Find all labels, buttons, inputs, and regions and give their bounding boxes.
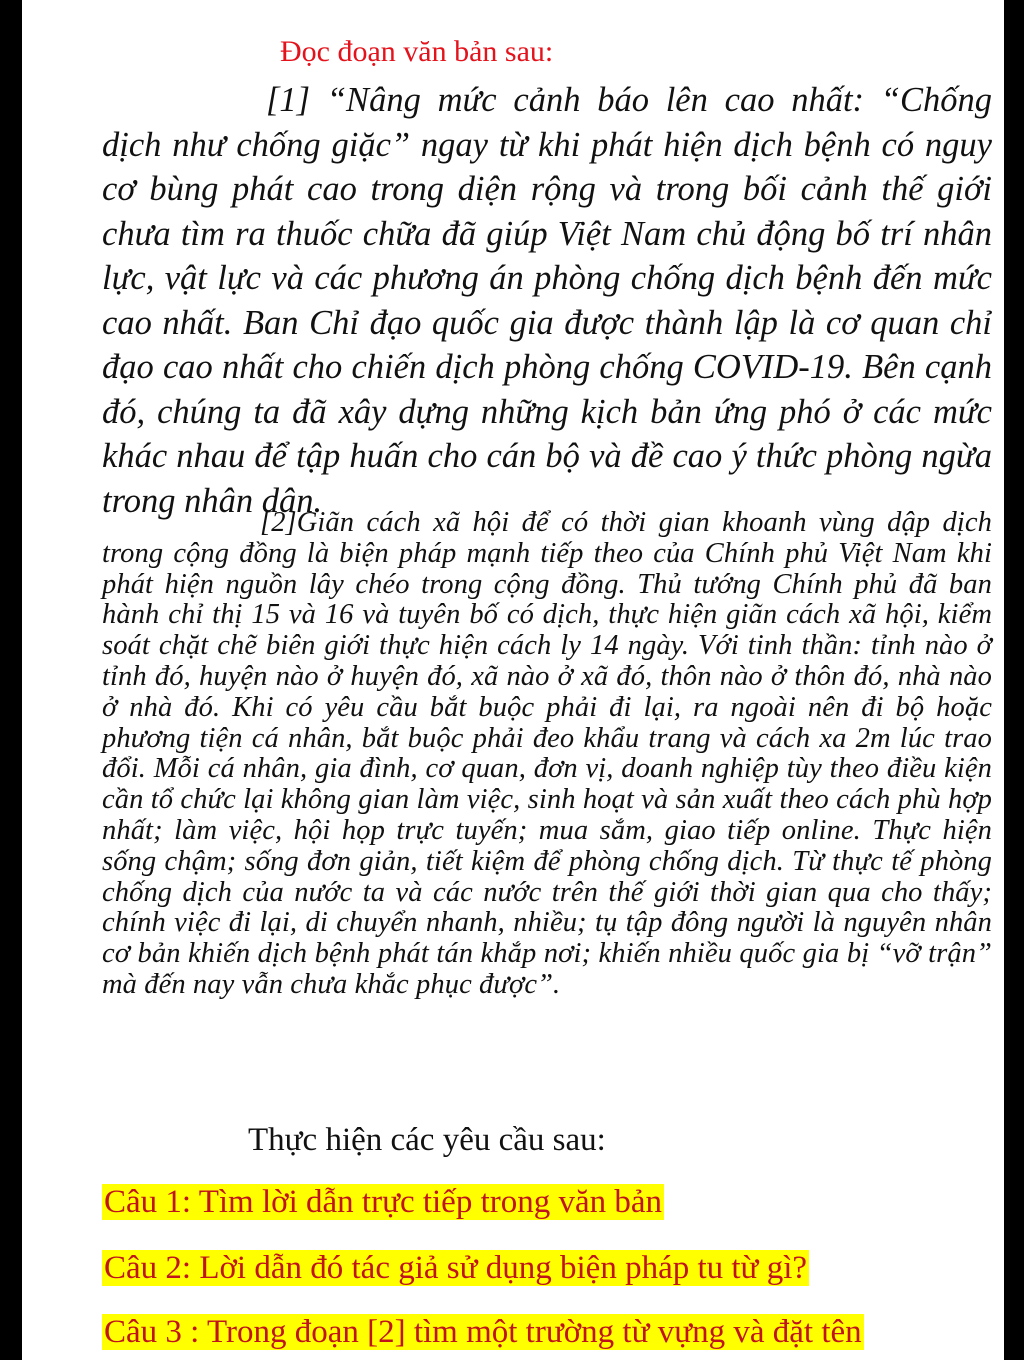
question-3 xyxy=(102,1310,864,1354)
question-2 xyxy=(102,1246,809,1290)
question-1-text: Câu 1: Tìm lời dẫn trực tiếp trong văn bản xyxy=(104,1184,663,1220)
question-1 xyxy=(102,1180,664,1224)
task-heading: Thực hiện các yêu cầu sau: xyxy=(248,1122,606,1158)
question-2-text: Câu 2: Lời dẫn đó tác giả sử dụng biện pháp tu từ gì? xyxy=(104,1250,808,1286)
document-heading: Đọc đoạn văn bản sau: xyxy=(280,35,554,68)
document-page xyxy=(22,0,1004,1360)
passage-paragraph-2: [2]Giãn cách xã hội để có thời gian khoanh vùng dập dịch trong cộng đồng là biện pháp mạnh tiếp theo của Chính phủ Việt Nam khi phát hiện nguồn lây chéo trong cộng đồng. Thủ tướng Chính phủ đã ban hành chỉ thị 15 và 16 và tuyên bố có dịch, thực hiện giãn cách xã hội, kiểm soát chặt chẽ biên giới thực hiện cách ly 14 ngày. Với tinh thần: tỉnh nào ở tỉnh đó, huyện nào ở huyện đó, xã nào ở xã đó, thôn nào ở thôn đó, nhà nào ở nhà đó. Khi có yêu cầu bắt buộc phải đi lại, ra ngoài nên đi bộ hoặc phương tiện cá nhân, bắt buộc phải đeo khẩu trang và cách xa 2m lúc trao đổi. Mỗi cá nhân, gia đình, cơ quan, đơn vị, doanh nghiệp tùy theo điều kiện cần tổ chức lại không gian làm việc, sinh hoạt và sản xuất theo cách phù hợp nhất; làm việc, hội họp trực tuyến; mua sắm, giao tiếp online. Thực hiện sống chậm; sống đơn giản, tiết kiệm để phòng chống dịch. Từ thực tế phòng chống dịch của nước ta và các nước trên thế giới thời gian qua cho thấy; chính việc đi lại, di chuyển nhanh, nhiều; tụ tập đông người là nguyên nhân cơ bản khiến dịch bệnh phát tán khắp nơi; khiến nhiều quốc gia bị “vỡ trận” mà đến nay vẫn chưa khắc phục được”. xyxy=(102,507,992,1000)
passage-paragraph-1: [1] “Nâng mức cảnh báo lên cao nhất: “Chống dịch như chống giặc” ngay từ khi phát hiện dịch bệnh có nguy cơ bùng phát cao trong diện rộng và trong bối cảnh thế giới chưa tìm ra thuốc chữa đã giúp Việt Nam chủ động bố trí nhân lực, vật lực và các phương án phòng chống dịch bệnh đến mức cao nhất. Ban Chỉ đạo quốc gia được thành lập là cơ quan chỉ đạo cao nhất cho chiến dịch phòng chống COVID-19. Bên cạnh đó, chúng ta đã xây dựng những kịch bản ứng phó ở các mức khác nhau để tập huấn cho cán bộ và đề cao ý thức phòng ngừa trong nhân dân. xyxy=(102,81,992,520)
question-3-text: Câu 3 : Trong đoạn [2] tìm một trường từ vựng và đặt tên xyxy=(104,1314,862,1350)
